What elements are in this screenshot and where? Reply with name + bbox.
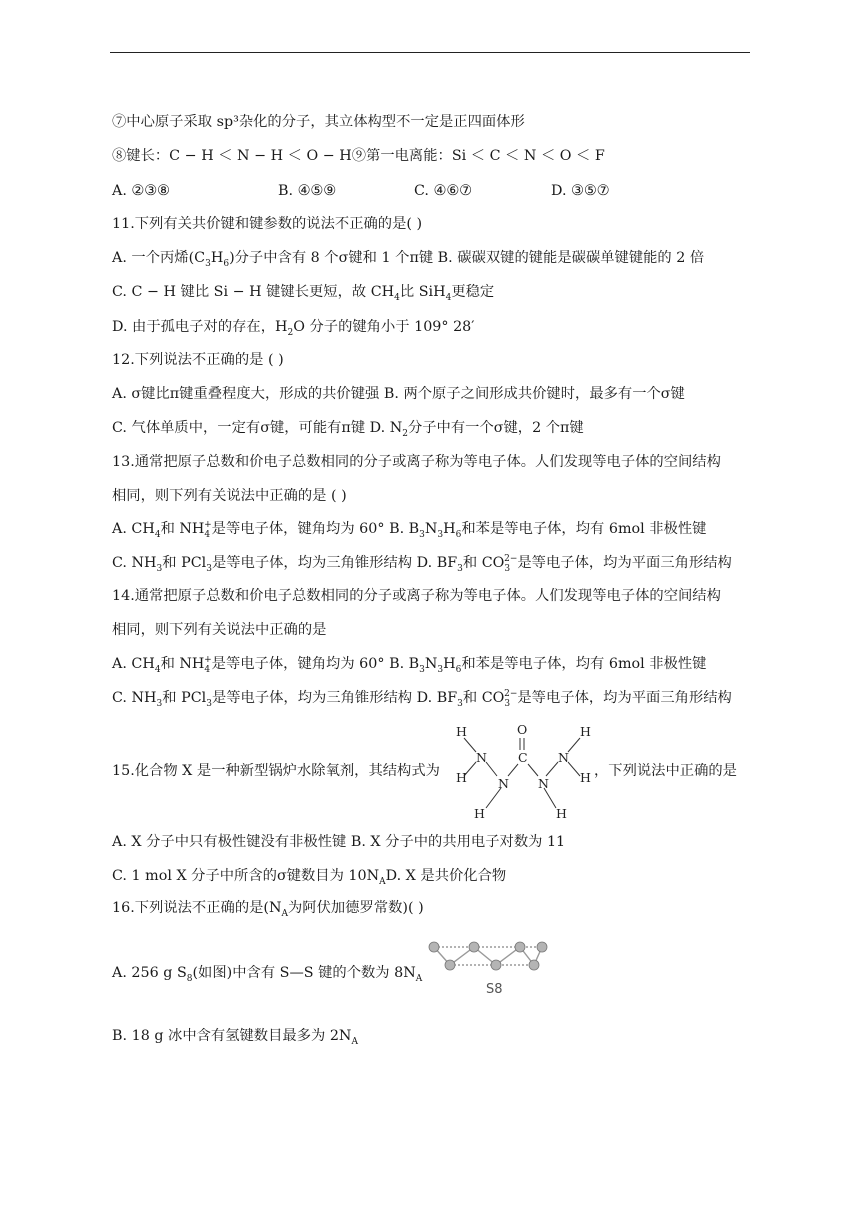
q14-stem-1: 14.通常把原子总数和价电子总数相同的分子或离子称为等电子体。人们发现等电子体的空间结构 xyxy=(112,588,721,604)
atom-h2: H xyxy=(456,770,467,785)
atom-n2: N xyxy=(498,776,509,791)
s8-caption: S8 xyxy=(486,982,503,997)
atom-n3: N xyxy=(538,776,549,791)
q14-cd: C. $NH_3$和 PCl$_3$是等电子体，均为三角锥形结构 D. $BF_3$和 $CO_3^{2-}$是等电子体，均为平面三角形结构 xyxy=(112,689,732,709)
q14-ab: A. $CH_4$和 $NH_4^+$是等电子体，键角均为 60° B. $B_3N_3H_6$和苯是等电子体，均有 6mol 非极性键 xyxy=(112,655,707,675)
q8-line: ⑧键长：C − H ＜ N − H ＜ O − H⑨第一电离能：Si ＜ C ＜ N ＜ O ＜ F xyxy=(112,148,605,164)
option-d: D. ③⑤⑦ xyxy=(551,183,610,199)
atom-n4: N xyxy=(558,750,569,765)
atom-c: C xyxy=(518,750,528,765)
q13-stem-2: 相同，则下列有关说法中正确的是 ( ) xyxy=(112,488,347,504)
atom-h1: H xyxy=(456,724,467,739)
atom-n1: N xyxy=(476,750,487,765)
q13-cd: C. $NH_3$和 PCl$_3$是等电子体，均为三角锥形结构 D. $BF_3$和 $CO_3^{2-}$是等电子体，均为平面三角形结构 xyxy=(112,554,732,574)
q16-stem: 16.下列说法不正确的是($N_A$为阿伏加德罗常数)( ) xyxy=(112,900,424,919)
atom-o: O xyxy=(517,722,528,737)
q14-stem-2: 相同，则下列有关说法中正确的是 xyxy=(112,622,327,638)
q12-stem: 12.下列说法不正确的是 ( ) xyxy=(112,352,284,368)
option-b: B. ④⑤⑨ xyxy=(278,183,337,199)
atom-h4: H xyxy=(556,806,567,820)
q12-ab: A. σ键比π键重叠程度大，形成的共价键强 B. 两个原子之间形成共价键时，最多有一个σ键 xyxy=(112,386,685,402)
atom-h5: H xyxy=(580,724,591,739)
carbohydrazide-structure xyxy=(448,718,594,820)
q13-ab: A. $CH_4$和 $NH_4^+$是等电子体，键角均为 60° B. $B_3N_3H_6$和苯是等电子体，均有 6mol 非极性键 xyxy=(112,520,707,540)
q11-c: C. C − H 键比 Si − H 键键长更短，故 $CH_4$比 SiH$_4$更稳定 xyxy=(112,284,495,303)
q16-b: B. 18 g 冰中含有氢键数目最多为 $2N_A$ xyxy=(112,1028,358,1047)
q15-ab: A. X 分子中只有极性键没有非极性键 B. X 分子中的共用电子对数为 11 xyxy=(112,834,566,850)
option-a: A. ②③⑧ xyxy=(112,183,170,199)
q11-stem: 11.下列有关共价键和键参数的说法不正确的是( ) xyxy=(112,216,423,232)
q13-stem-1: 13.通常把原子总数和价电子总数相同的分子或离子称为等电子体。人们发现等电子体的空间结构 xyxy=(112,454,721,470)
q15-stem-tail: ，下列说法中正确的是 xyxy=(594,763,737,779)
s8-ring-diagram xyxy=(424,935,554,1001)
q10-options xyxy=(112,181,610,201)
header-rule xyxy=(110,52,750,53)
option-c: C. ④⑥⑦ xyxy=(414,183,472,199)
q7-line: ⑦中心原子采取 sp³杂化的分子，其立体构型不一定是正四面体形 xyxy=(112,114,525,130)
q15-cd: C. 1 mol X 分子中所含的σ键数目为 $10N_AD$. X 是共价化合物 xyxy=(112,868,507,887)
atom-h3: H xyxy=(474,806,485,820)
atom-h6: H xyxy=(580,770,591,785)
q15-stem: 15.化合物 X 是一种新型锅炉水除氧剂，其结构式为 xyxy=(112,763,440,779)
q12-cd: C. 气体单质中，一定有σ键，可能有π键 D. $N_2$分子中有一个σ键，2 个π键 xyxy=(112,420,584,439)
q11-ab: A. 一个丙烯$(C_3H_6)$分子中含有 8 个σ键和 1 个π键 B. 碳碳双键的键能是碳碳单键键能的 2 倍 xyxy=(112,250,705,269)
q16-a: A. 256 g $S_8$(如图)中含有 S—S 键的个数为 $8N_A$ xyxy=(112,965,423,984)
q11-d: D. 由于孤电子对的存在，$H_2O$ 分子的键角小于 109° 28′ xyxy=(112,319,475,338)
